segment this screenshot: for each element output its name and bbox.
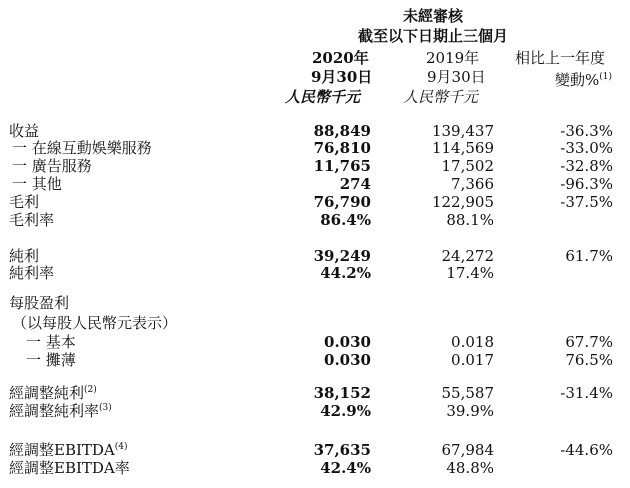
row-label: [26, 351, 76, 369]
value-change: 67.7%: [565, 333, 613, 351]
value-2019: 122,905: [431, 193, 494, 211]
footnote-marker: (4): [114, 442, 128, 452]
value-2019: 17,502: [441, 157, 494, 175]
value-2020: 76,810: [313, 139, 371, 157]
value-2020: 274: [339, 175, 371, 193]
value-2019: 7,366: [451, 175, 494, 193]
value-change: -31.4%: [560, 384, 613, 402]
row-label: [9, 193, 39, 211]
row-label-text: 一 攤薄: [26, 351, 76, 369]
table-row-online-entertainment: [0, 139, 630, 157]
value-2020: 37,635: [313, 441, 371, 459]
row-label: [9, 441, 128, 459]
row-label: [26, 333, 76, 351]
value-2019: 17.4%: [446, 264, 494, 282]
value-change: -44.6%: [560, 441, 613, 459]
value-2019: 67,984: [441, 441, 494, 459]
value-change: -37.5%: [560, 193, 613, 211]
row-label: [9, 459, 130, 477]
col-change-title: 相比上一年度: [515, 49, 606, 67]
row-label-text: 經調整EBITDA: [9, 441, 115, 459]
row-label-text: 收益: [9, 122, 40, 140]
row-label: [12, 175, 62, 193]
value-change: 61.7%: [565, 247, 613, 265]
row-label-text: 一 基本: [26, 333, 76, 351]
table-row-eps-basic: [0, 333, 630, 351]
row-label: [9, 264, 54, 282]
row-label-text: 經調整純利率: [9, 402, 100, 420]
footnote-marker: (3): [99, 403, 112, 413]
value-2020: 38,152: [313, 384, 371, 402]
value-change: -96.3%: [560, 175, 613, 193]
value-2019: 139,437: [431, 122, 494, 140]
col-2019-unit: 人民幣千元: [403, 88, 479, 106]
row-label-text: 毛利: [9, 193, 40, 211]
value-2020: 0.030: [324, 351, 371, 369]
table-row-eps: [0, 294, 630, 312]
col-2020-date: 9月30日: [311, 68, 373, 86]
value-2019: 39.9%: [446, 402, 494, 420]
table-row-adjusted-net-margin: [0, 402, 630, 420]
value-2020: 76,790: [313, 193, 371, 211]
row-label-text: 一 在線互動娛樂服務: [12, 139, 152, 157]
table-row-net-profit: [0, 247, 630, 265]
header-unaudited: 未經審核: [403, 7, 464, 25]
value-2019: 88.1%: [446, 211, 494, 229]
row-label: [12, 314, 177, 332]
value-2019: 48.8%: [446, 459, 494, 477]
row-label: [12, 139, 152, 157]
table-row-revenue: [0, 122, 630, 140]
row-label: [9, 294, 69, 312]
table-row-net-margin: [0, 264, 630, 282]
row-label-text: （以每股人民幣元表示）: [12, 314, 178, 332]
row-label-text: 經調整純利: [9, 384, 85, 402]
row-label-text: 純利: [9, 247, 40, 265]
value-2020: 11,765: [313, 157, 371, 175]
col-2019-date: 9月30日: [427, 68, 486, 86]
row-label-text: 一 廣告服務: [12, 157, 92, 175]
value-2019: 0.018: [451, 333, 494, 351]
value-2020: 39,249: [313, 247, 371, 265]
value-2020: 0.030: [324, 333, 371, 351]
col-2020-unit: 人民幣千元: [285, 88, 361, 106]
value-2020: 44.2%: [320, 264, 371, 282]
table-row-gross-profit: [0, 193, 630, 211]
value-2019: 24,272: [441, 247, 494, 265]
col-change-subtitle: 變動%$^{(1)}$: [555, 71, 613, 89]
table-row-gross-margin: [0, 211, 630, 229]
table-row-adjusted-ebitda-margin: [0, 459, 630, 477]
row-label-text: 一 其他: [12, 175, 62, 193]
col-2020-year: 2020年: [312, 49, 369, 67]
value-2020: 42.9%: [320, 402, 371, 420]
row-label-text: 純利率: [9, 264, 55, 282]
footnote-marker: (2): [84, 385, 97, 395]
value-change: 76.5%: [565, 351, 613, 369]
row-label: [9, 247, 39, 265]
table-row-eps-unit: [0, 314, 630, 332]
value-2019: 55,587: [441, 384, 494, 402]
table-row-adjusted-ebitda: [0, 441, 630, 459]
row-label-text: 每股盈利: [9, 294, 70, 312]
row-label-text: 經調整EBITDA率: [9, 459, 130, 477]
value-2020: 88,849: [313, 122, 371, 140]
value-change: -33.0%: [560, 139, 613, 157]
table-row-eps-diluted: [0, 351, 630, 369]
value-change: -32.8%: [560, 157, 613, 175]
value-2019: 114,569: [431, 139, 494, 157]
value-2020: 86.4%: [320, 211, 371, 229]
row-label: [9, 384, 97, 402]
table-row-advertising: [0, 157, 630, 175]
value-change: -36.3%: [560, 122, 613, 140]
col-change-footnote: (1): [599, 72, 613, 82]
value-2019: 0.017: [451, 351, 494, 369]
row-label: [9, 122, 39, 140]
table-row-others: [0, 175, 630, 193]
row-label: [9, 402, 112, 420]
col-2019-year: 2019年: [426, 49, 480, 67]
table-row-adjusted-net-profit: [0, 384, 630, 402]
value-2020: 42.4%: [320, 459, 371, 477]
row-label-text: 毛利率: [9, 211, 55, 229]
row-label: [12, 157, 92, 175]
row-label: [9, 211, 54, 229]
header-period: 截至以下日期止三個月: [358, 27, 509, 45]
